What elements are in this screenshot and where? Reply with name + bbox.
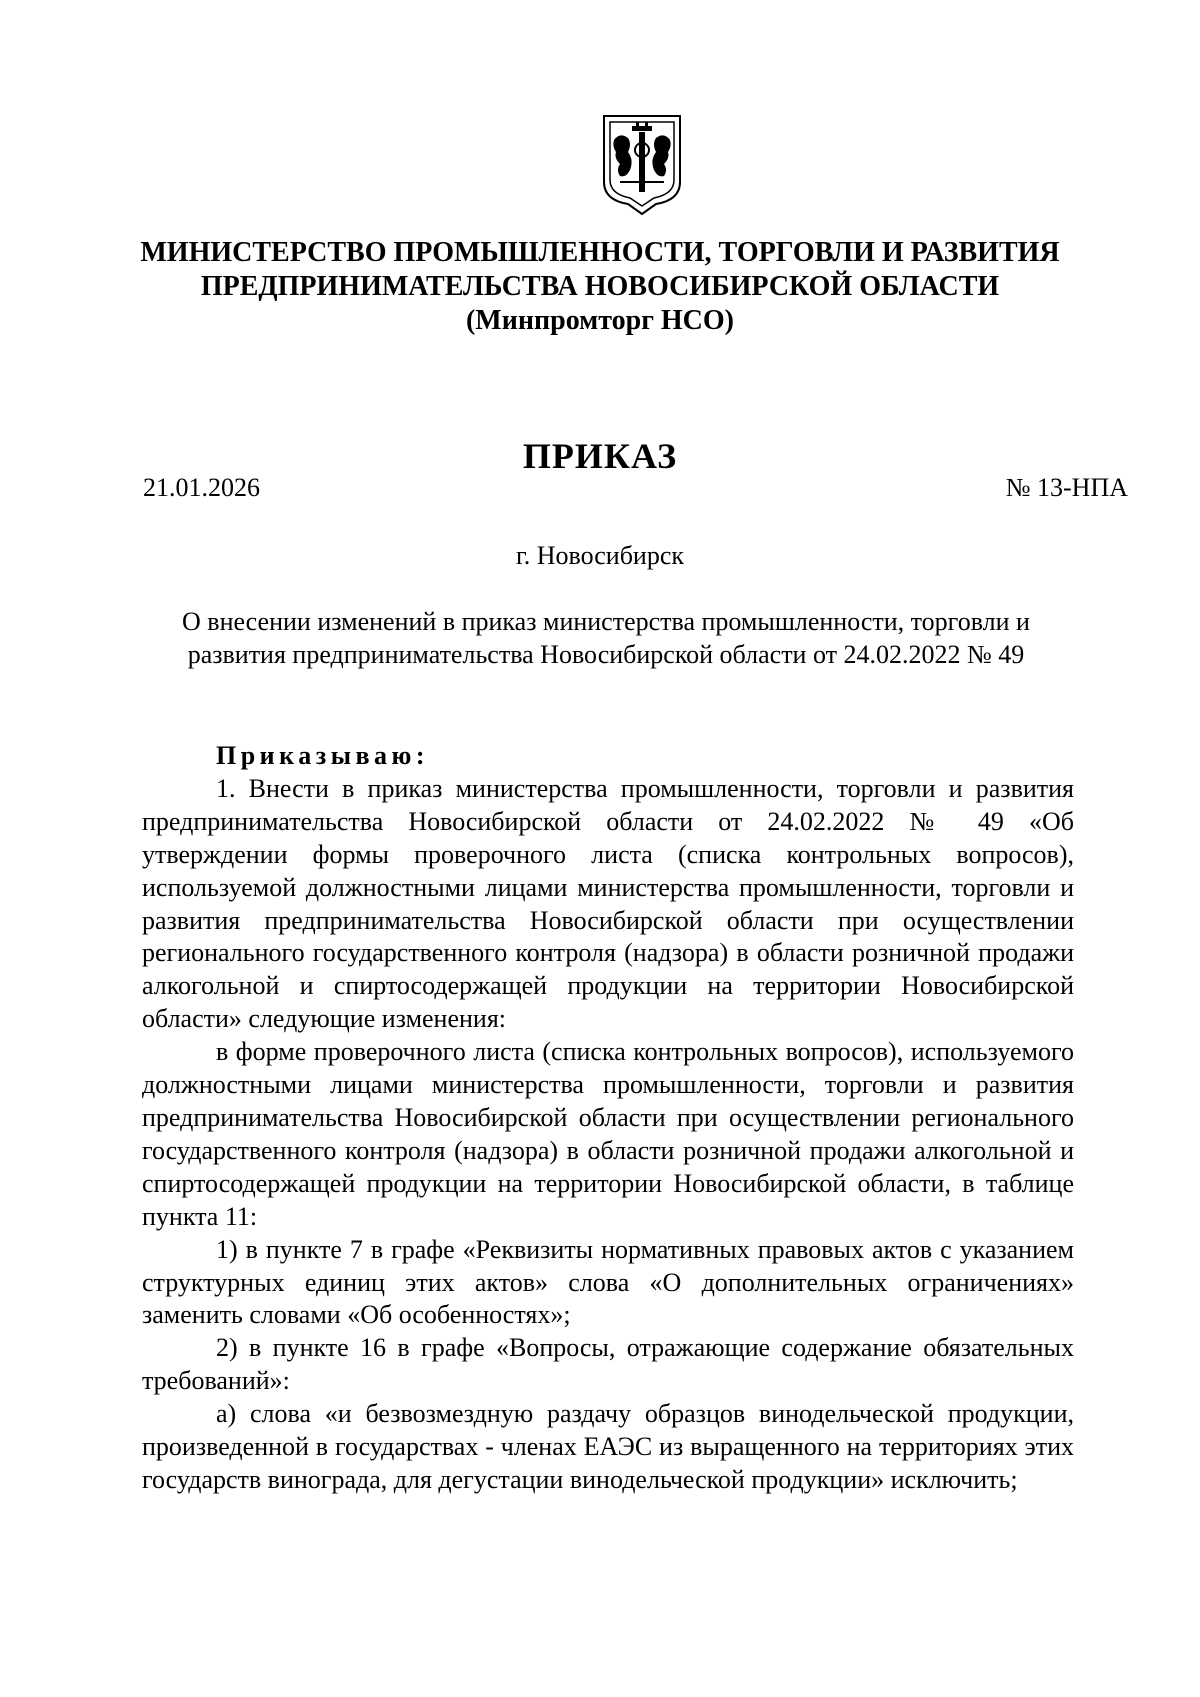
document-title: ПРИКАЗ [522,436,678,476]
paragraph-item-1: 1. Внести в приказ министерства промышленности, торговли и развития предпринимательства Новосибирской области от 24.02.2022 № 49 «Об утверждении формы проверочного листа (списка контрольных вопросов), используемой должностными лицами министерства промышленности, торговли и развития предпринимательства Новосибирской области при осуществлении регионального государственного контроля (надзора) в области розничной продажи алкогольной и спиртосодержащей продукции на территории Новосибирской области» следующие изменения: [142,773,1074,1034]
document-body [142,740,1074,1497]
paragraph-subitem-2: 2) в пункте 16 в графе «Вопросы, отражающие содержание обязательных требований»: [142,1333,1074,1396]
document-city: г. Новосибирск [515,541,685,570]
paragraph-subitem-a: а) слова «и безвозмездную раздачу образцов винодельческой продукции, произведенной в государствах - членах ЕАЭС из выращенного на территориях этих государств винограда, для дегустации винодельческой продукции» исключить; [142,1399,1074,1494]
subject-line-1: О внесении изменений в приказ министерства промышленности, торговли и [182,607,1030,636]
ministry-name-line-2: ПРЕДПРИНИМАТЕЛЬСТВА НОВОСИБИРСКОЙ ОБЛАСТИ [200,271,1000,302]
document-number: № 13-НПА [1005,473,1128,502]
document-date: 21.01.2026 [143,473,260,502]
ministry-header [120,236,1080,338]
decree-word: Приказываю: [216,741,430,770]
document-subject [140,605,1072,671]
paragraph-subitem-1: 1) в пункте 7 в графе «Реквизиты нормативных правовых актов с указанием структурных единиц этих актов» слова «О дополнительных ограничениях» заменить словами «Об особенностях»; [142,1234,1074,1330]
coat-of-arms-icon [598,112,686,216]
paragraph-form-changes: в форме проверочного листа (списка контрольных вопросов), используемого должностными лицами министерства промышленности, торговли и развития предпринимательства Новосибирской области при осуществлении регионального государственного контроля (надзора) в области розничной продажи алкогольной и спиртосодержащей продукции на территории Новосибирской области, в таблице пункта 11: [142,1037,1074,1231]
subject-line-2: развития предпринимательства Новосибирской области от 24.02.2022 № 49 [187,640,1025,669]
ministry-short-name: (Минпромторг НСО) [465,305,735,336]
ministry-name-line-1: МИНИСТЕРСТВО ПРОМЫШЛЕННОСТИ, ТОРГОВЛИ И РАЗВИТИЯ [140,237,1060,268]
